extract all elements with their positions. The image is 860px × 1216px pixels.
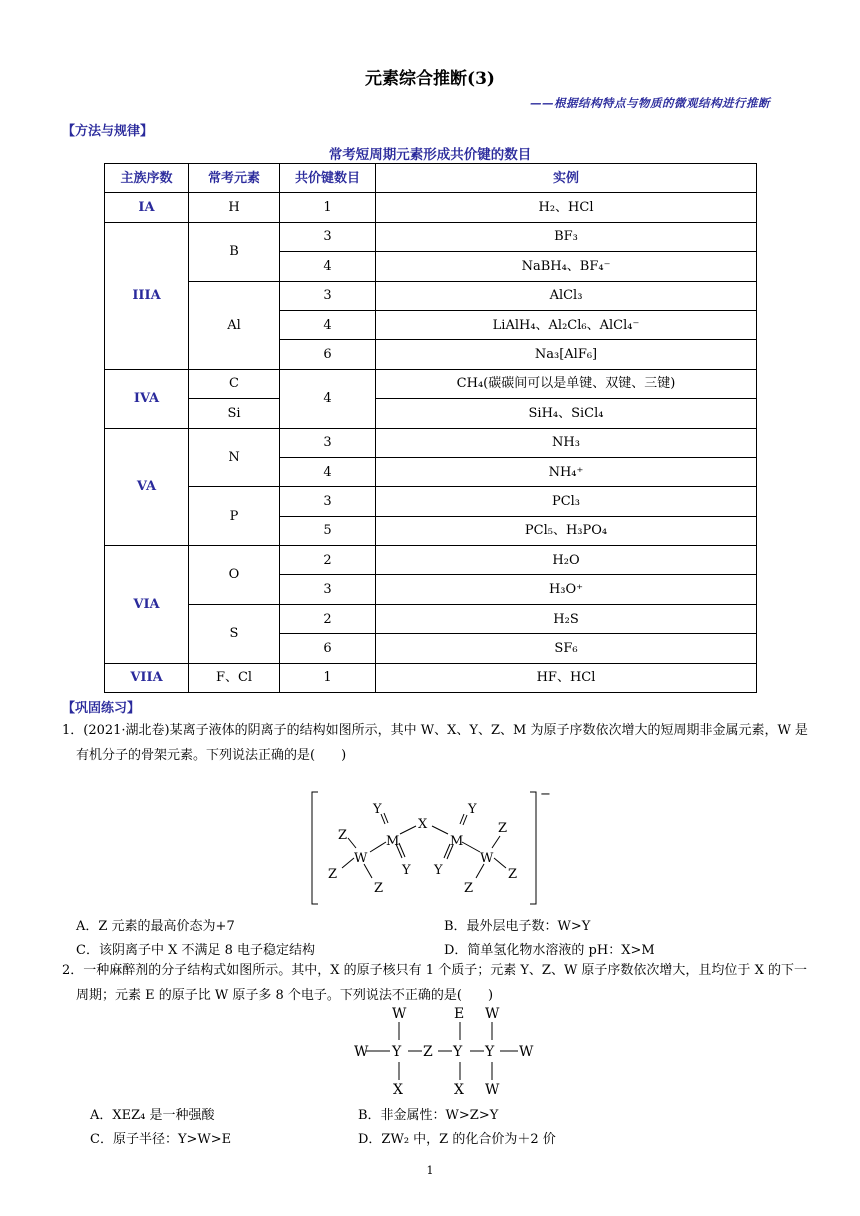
- bond-cell: 6: [280, 634, 376, 663]
- table-row: [105, 399, 757, 428]
- element-cell: S: [189, 604, 280, 663]
- bond-cell: 4: [280, 457, 376, 486]
- question-2-stem: 2．一种麻醉剂的分子结构式如图所示。其中，X 的原子核只有 1 个质子；元素 Y、Z、W 原子序数依次增大，且均位于 X 的下一周期；元素 E 的原子比 W 原子多 8 个电子。下列说法不正确的是( ): [62, 963, 807, 1003]
- element-cell: B: [189, 222, 280, 281]
- q1-anion-structure: [300, 786, 560, 910]
- atom-Z: Z: [374, 881, 384, 896]
- example-cell: LiAlH₄、Al₂Cl₆、AlCl₄⁻: [376, 310, 757, 339]
- table-row: [105, 222, 757, 251]
- q2-option-d: D．ZW₂ 中，Z 的化合价为＋2 价: [358, 1132, 556, 1147]
- bond-cell: 5: [280, 516, 376, 545]
- example-cell: HF、HCl: [376, 663, 757, 692]
- page-title: 元素综合推断(3): [365, 69, 495, 89]
- example-cell: CH₄(碳碳间可以是单键、双键、三键): [376, 369, 757, 398]
- atom-W: W: [354, 1044, 369, 1060]
- atom-Y: Y: [485, 1044, 495, 1060]
- question-1-stem: 1．(2021·湖北卷)某离子液体的阴离子的结构如图所示，其中 W、X、Y、Z、M 为原子序数依次增大的短周期非金属元素，W 是有机分子的骨架元素。下列说法正确的是( ): [62, 723, 808, 763]
- table-row: [105, 193, 757, 222]
- q1-option-a: A．Z 元素的最高价态为+7: [76, 919, 235, 934]
- bond-cell: 2: [280, 546, 376, 575]
- table-row: [105, 281, 757, 310]
- table-row: [105, 546, 757, 575]
- example-cell: BF₃: [376, 222, 757, 251]
- example-cell: PCl₅、H₃PO₄: [376, 516, 757, 545]
- element-cell: C: [189, 369, 280, 398]
- table-caption: 常考短周期元素形成共价键的数目: [328, 147, 532, 163]
- example-cell: NaBH₄、BF₄⁻: [376, 252, 757, 281]
- bond-cell: 3: [280, 575, 376, 604]
- bond-cell: 4: [280, 252, 376, 281]
- element-cell: F、Cl: [189, 663, 280, 692]
- example-cell: H₂、HCl: [376, 193, 757, 222]
- bond-cell: 3: [280, 428, 376, 457]
- table-header-row: [105, 164, 757, 193]
- q2-option-a: A．XEZ₄ 是一种强酸: [90, 1108, 215, 1123]
- q1-option-c: C．该阴离子中 X 不满足 8 电子稳定结构: [76, 943, 316, 958]
- atom-W: W: [480, 851, 494, 866]
- q2-option-b: B．非金属性：W>Z>Y: [358, 1108, 499, 1123]
- table-row: [105, 428, 757, 457]
- element-cell: Al: [189, 281, 280, 369]
- atom-X: X: [418, 817, 428, 832]
- atom-Z: Z: [423, 1044, 433, 1060]
- atom-X: X: [393, 1082, 403, 1098]
- atom-Z: Z: [328, 867, 338, 882]
- q2-molecule-structure: [352, 1004, 542, 1100]
- atom-W: W: [485, 1006, 500, 1022]
- section-method-heading: 【方法与规律】: [62, 124, 154, 139]
- atom-W: W: [485, 1082, 500, 1098]
- atom-W: W: [354, 851, 368, 866]
- q1-option-d: D．简单氢化物水溶液的 pH：X>M: [444, 943, 655, 958]
- group-cell: VA: [105, 428, 189, 546]
- atom-Z: Z: [508, 867, 518, 882]
- atom-W: W: [519, 1044, 534, 1060]
- atom-Z: Z: [338, 828, 348, 843]
- example-cell: H₃O⁺: [376, 575, 757, 604]
- atom-Y: Y: [392, 1044, 402, 1060]
- bond-cell: 1: [280, 193, 376, 222]
- bond-cell: 6: [280, 340, 376, 369]
- example-cell: NH₃: [376, 428, 757, 457]
- q2-option-c: C．原子半径：Y>W>E: [90, 1132, 232, 1147]
- atom-Y: Y: [373, 802, 382, 817]
- bond-cell: 4: [280, 310, 376, 339]
- example-cell: SiH₄、SiCl₄: [376, 399, 757, 428]
- example-cell: H₂S: [376, 604, 757, 633]
- q1-charge: −: [540, 787, 551, 802]
- table-row: [105, 369, 757, 398]
- atom-Y: Y: [453, 1044, 463, 1060]
- bond-cell: 3: [280, 222, 376, 251]
- page-subtitle: ——根据结构特点与物质的微观结构进行推断: [530, 96, 770, 110]
- group-cell: IIIA: [105, 222, 189, 369]
- atom-Z: Z: [464, 881, 474, 896]
- element-cell: O: [189, 546, 280, 605]
- bond-cell: 1: [280, 663, 376, 692]
- bond-cell: 4: [280, 369, 376, 428]
- bond-cell: 3: [280, 281, 376, 310]
- header-element: 常考元素: [189, 164, 280, 193]
- header-group: 主族序数: [105, 164, 189, 193]
- atom-M: M: [450, 834, 464, 849]
- element-cell: Si: [189, 399, 280, 428]
- table-row: [105, 604, 757, 633]
- group-cell: IA: [105, 193, 189, 222]
- example-cell: SF₆: [376, 634, 757, 663]
- example-cell: PCl₃: [376, 487, 757, 516]
- bond-cell: 3: [280, 487, 376, 516]
- table-row: [105, 663, 757, 692]
- covalent-bond-table: [104, 163, 757, 693]
- group-cell: IVA: [105, 369, 189, 428]
- element-cell: H: [189, 193, 280, 222]
- atom-Y: Y: [468, 802, 477, 817]
- atom-Y: Y: [402, 863, 411, 878]
- atom-Z: Z: [498, 821, 508, 836]
- atom-X: X: [454, 1082, 464, 1098]
- atom-E: E: [454, 1006, 465, 1022]
- atom-Y: Y: [434, 863, 443, 878]
- atom-W: W: [392, 1006, 407, 1022]
- example-cell: NH₄⁺: [376, 457, 757, 486]
- example-cell: Na₃[AlF₆]: [376, 340, 757, 369]
- bond-cell: 2: [280, 604, 376, 633]
- example-cell: AlCl₃: [376, 281, 757, 310]
- group-cell: VIA: [105, 546, 189, 664]
- element-cell: N: [189, 428, 280, 487]
- table-row: [105, 487, 757, 516]
- header-bond-count: 共价键数目: [280, 164, 376, 193]
- group-cell: VIIA: [105, 663, 189, 692]
- element-cell: P: [189, 487, 280, 546]
- q1-option-b: B．最外层电子数：W>Y: [444, 919, 591, 934]
- header-example: 实例: [376, 164, 757, 193]
- section-practice-heading: 【巩固练习】: [62, 701, 141, 716]
- atom-M: M: [386, 834, 400, 849]
- example-cell: H₂O: [376, 546, 757, 575]
- page-number: 1: [426, 1164, 434, 1177]
